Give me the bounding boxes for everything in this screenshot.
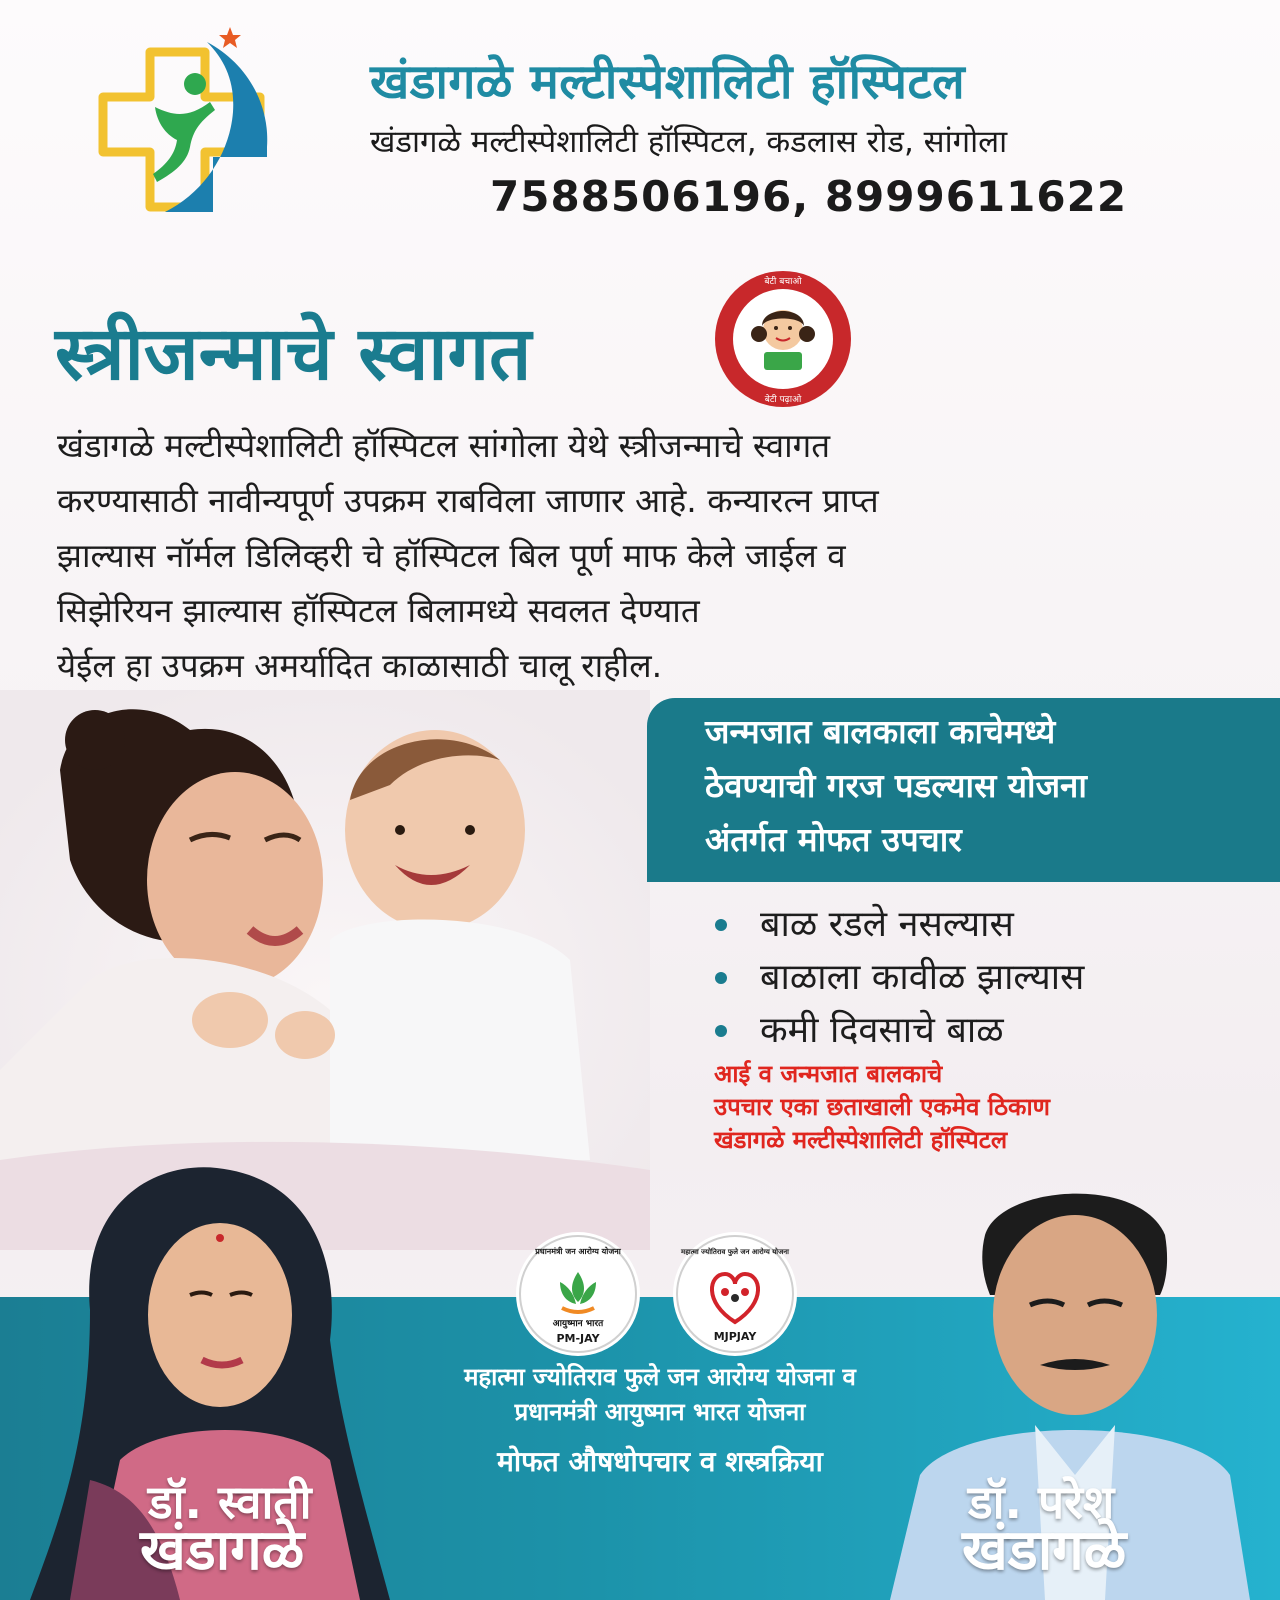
hospital-address: खंडागळे मल्टीस्पेशालिटी हॉस्पिटल, कडलास रोड, सांगोला [370, 124, 1008, 160]
bullet-icon [715, 919, 727, 931]
red-note-line: उपचार एका छताखाली एकमेव ठिकाण [714, 1093, 1051, 1121]
scheme-name-line: महात्मा ज्योतिराव फुले जन आरोग्य योजना व [464, 1363, 856, 1391]
svg-text:PM-JAY: PM-JAY [556, 1332, 600, 1345]
page-heading: स्त्रीजन्माचे स्वागत [55, 311, 532, 397]
mjpjay-logo-icon [673, 1232, 797, 1356]
paragraph-line: करण्यासाठी नावीन्यपूर्ण उपक्रम राबविला जाणार आहे. कन्यारत्न प्राप्त [57, 481, 879, 520]
pmjay-logo-icon [516, 1232, 640, 1356]
list-item-label: बाळाला कावीळ झाल्यास [760, 957, 1085, 998]
svg-text:MJPJAY: MJPJAY [713, 1330, 757, 1343]
scheme-line: अंतर्गत मोफत उपचार [705, 820, 962, 859]
svg-text:महात्मा ज्योतिराव फुले जन आरोग: महात्मा ज्योतिराव फुले जन आरोग्य योजना [681, 1248, 789, 1256]
hospital-title: खंडागळे मल्टीस्पेशालिटी हॉस्पिटल [370, 54, 966, 110]
scheme-line: ठेवण्याची गरज पडल्यास योजना [705, 766, 1087, 805]
paragraph-line: झाल्यास नॉर्मल डिलिव्हरी चे हॉस्पिटल बिल पूर्ण माफ केले जाईल व [57, 536, 846, 575]
beti-bachao-logo-icon [712, 268, 854, 410]
scheme-box [647, 698, 1280, 882]
svg-text:बेटी बचाओ: बेटी बचाओ [764, 277, 802, 287]
red-note-line: आई व जन्मजात बालकाचे [714, 1060, 943, 1088]
red-note [714, 1058, 1050, 1157]
mjpjay-badge [673, 1232, 797, 1356]
pmjay-badge [516, 1232, 640, 1356]
list-item-label: बाळ रडले नसल्यास [760, 904, 1014, 945]
hospital-phone: 7588506196, 8999611622 [490, 172, 1128, 221]
bullet-icon [715, 972, 727, 984]
svg-text:प्रधानमंत्री जन आरोग्य योजना: प्रधानमंत्री जन आरोग्य योजना [535, 1247, 621, 1256]
doctor-left-title: डॉ. स्वाती [148, 1475, 312, 1529]
list-item-label: कमी दिवसाचे बाळ [760, 1010, 1004, 1051]
doctor-right-title: डॉ. परेश [968, 1475, 1115, 1529]
list-item [715, 900, 1084, 953]
free-treatment-line: मोफत औषधोपचार व शस्त्रक्रिया [497, 1445, 823, 1478]
scheme-name-line: प्रधानमंत्री आयुष्मान भारत योजना [514, 1398, 806, 1426]
scheme-line: जन्मजात बालकाला काचेमध्ये [705, 712, 1056, 751]
paragraph-line: खंडागळे मल्टीस्पेशालिटी हॉस्पिटल सांगोला येथे स्त्रीजन्माचे स्वागत [57, 426, 831, 465]
list-item [715, 953, 1084, 1006]
bullet-icon [715, 1025, 727, 1037]
list-item [715, 1006, 1084, 1059]
doctor-left-surname: खंडागळे [140, 1518, 305, 1583]
svg-text:आयुष्मान भारत: आयुष्मान भारत [552, 1319, 604, 1329]
red-note-line: खंडागळे मल्टीस्पेशालिटी हॉस्पिटल [714, 1126, 1008, 1154]
hospital-logo-icon [95, 22, 295, 232]
doctor-right-surname: खंडागळे [962, 1518, 1127, 1583]
svg-text:बेटी पढ़ाओ: बेटी पढ़ाओ [764, 395, 802, 405]
paragraph-line: येईल हा उपक्रम अमर्यादित काळासाठी चालू राहील. [57, 646, 663, 685]
paragraph-line: सिझेरियन झाल्यास हॉस्पिटल बिलामध्ये सवलत देण्यात [57, 591, 700, 630]
condition-list [715, 900, 1084, 1059]
offer-paragraph [57, 418, 1207, 693]
